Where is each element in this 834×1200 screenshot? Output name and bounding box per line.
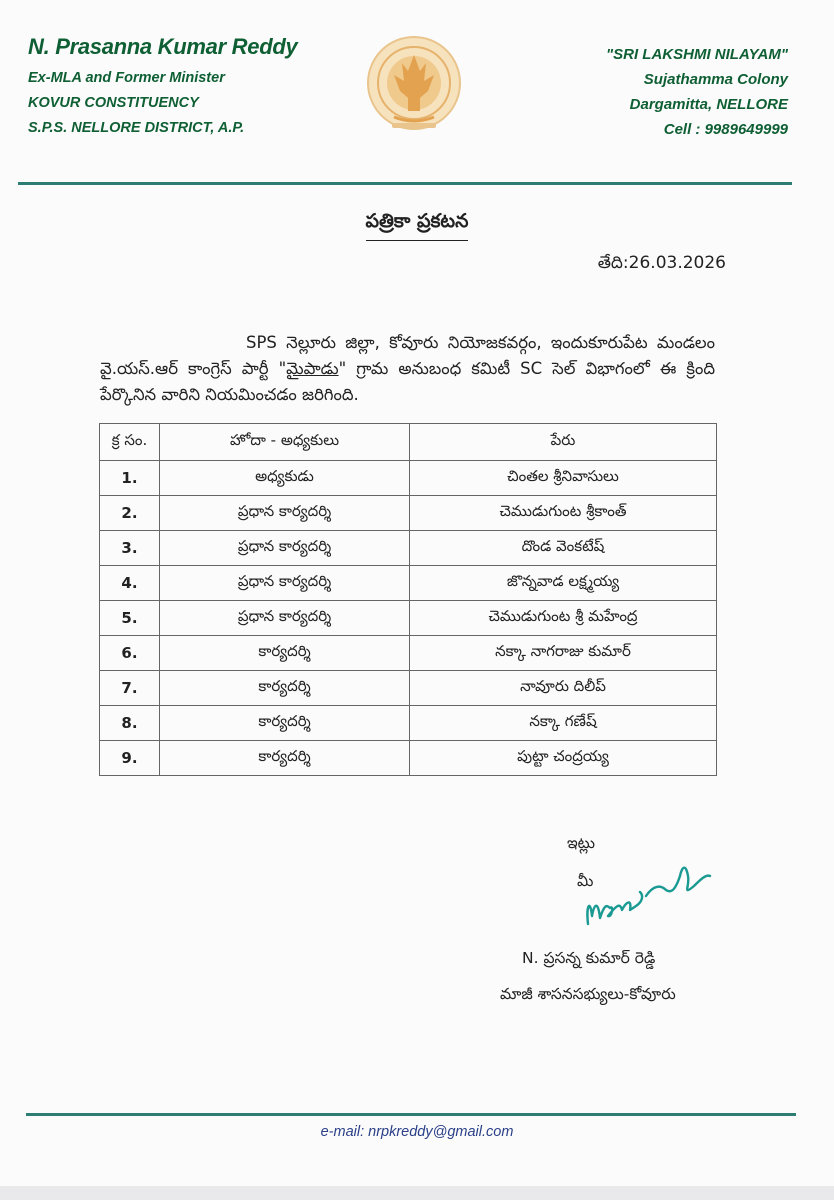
letterhead-line-1: Ex-MLA and Former Minister <box>28 70 225 86</box>
row-name: చెముడుగుంట శ్రీకాంత్ <box>410 496 717 531</box>
table-header-row <box>100 424 717 461</box>
row-name: పుట్టా చంద్రయ్య <box>410 741 717 776</box>
row-designation: కార్యదర్శి <box>160 741 410 776</box>
table-row <box>100 531 717 566</box>
address-line-2: Sujathamma Colony <box>643 71 788 88</box>
table-row <box>100 671 717 706</box>
letterhead-address <box>606 42 788 142</box>
table-row <box>100 636 717 671</box>
row-serial: 2. <box>100 496 160 531</box>
row-designation: ప్రధాన కార్యదర్శి <box>160 531 410 566</box>
col-header-designation: హోదా - అధ్యకులు <box>160 424 410 461</box>
row-name: నక్కా నాగరాజు కుమార్ <box>410 636 717 671</box>
header-divider <box>18 182 792 185</box>
closing-itlu: ఇట్లు <box>567 834 596 852</box>
committee-table <box>99 423 717 776</box>
row-designation: కార్యదర్శి <box>160 636 410 671</box>
footer-email: e-mail: nrpkreddy@gmail.com <box>320 1124 514 1140</box>
row-designation: కార్యదర్శి <box>160 706 410 741</box>
row-serial: 3. <box>100 531 160 566</box>
signer-name: N. ప్రసన్న కుమార్ రెడ్డి <box>522 949 656 967</box>
document-date: తేది:26.03.2026 <box>597 253 726 273</box>
closing-mee: మీ <box>577 872 594 890</box>
village-name: మైపాడు <box>286 359 339 378</box>
row-name: జొన్నవాడ లక్ష్మయ్య <box>410 566 717 601</box>
table-row <box>100 496 717 531</box>
press-release-title-wrap <box>0 210 834 241</box>
row-serial: 7. <box>100 671 160 706</box>
col-header-serial: క్ర సం. <box>100 424 160 461</box>
paragraph-part-2: " గ్రామ అనుబంధ కమిటీ SC సెల్ విభాగంలో ఈ క్రింది పేర్కొనిన వారిని నియమించడం జరిగింది. <box>100 359 715 404</box>
signature-icon <box>576 846 716 936</box>
row-designation: ప్రధాన కార్యదర్శి <box>160 601 410 636</box>
row-designation: కార్యదర్శి <box>160 671 410 706</box>
row-designation: ప్రధాన కార్యదర్శి <box>160 496 410 531</box>
row-serial: 5. <box>100 601 160 636</box>
letterhead-left <box>28 34 297 141</box>
press-release-title: పత్రికా ప్రకటన <box>366 210 469 241</box>
address-line-1: "SRI LAKSHMI NILAYAM" <box>606 46 788 63</box>
row-name: నావూరు దిలీప్ <box>410 671 717 706</box>
row-serial: 9. <box>100 741 160 776</box>
row-designation: ప్రధాన కార్యదర్శి <box>160 566 410 601</box>
signer-title: మాజీ శాసనసభ్యులు-కోవూరు <box>500 985 676 1003</box>
row-name: చెముడుగుంట శ్రీ మహేంద్ర <box>410 601 717 636</box>
state-emblem-icon <box>364 33 464 143</box>
row-designation: అధ్యకుడు <box>160 461 410 496</box>
letterhead-line-2: KOVUR CONSTITUENCY <box>28 95 199 111</box>
letterhead-line-3: S.P.S. NELLORE DISTRICT, A.P. <box>28 120 245 136</box>
table-row <box>100 566 717 601</box>
paragraph-part-1: SPS నెల్లూరు జిల్లా, కోవూరు నియోజకవర్గం, ఇందుకూరుపేట మండలం వై.యస్.ఆర్ కాంగ్రెస్ పార్టీ " <box>100 333 715 378</box>
address-phone: Cell : 9989649999 <box>663 121 788 138</box>
table-row <box>100 706 717 741</box>
col-header-name: పేరు <box>410 424 717 461</box>
footer-divider <box>26 1113 796 1116</box>
row-serial: 6. <box>100 636 160 671</box>
row-name: నక్కా గణేష్ <box>410 706 717 741</box>
row-serial: 4. <box>100 566 160 601</box>
table-row <box>100 741 717 776</box>
table-row <box>100 601 717 636</box>
row-serial: 1. <box>100 461 160 496</box>
letterhead-name: N. Prasanna Kumar Reddy <box>28 34 298 59</box>
row-name: దొండ వెంకటేష్ <box>410 531 717 566</box>
row-serial: 8. <box>100 706 160 741</box>
table-row <box>100 461 717 496</box>
row-name: చింతల శ్రీనివాసులు <box>410 461 717 496</box>
address-line-3: Dargamitta, NELLORE <box>629 96 788 113</box>
announcement-paragraph <box>100 330 715 408</box>
